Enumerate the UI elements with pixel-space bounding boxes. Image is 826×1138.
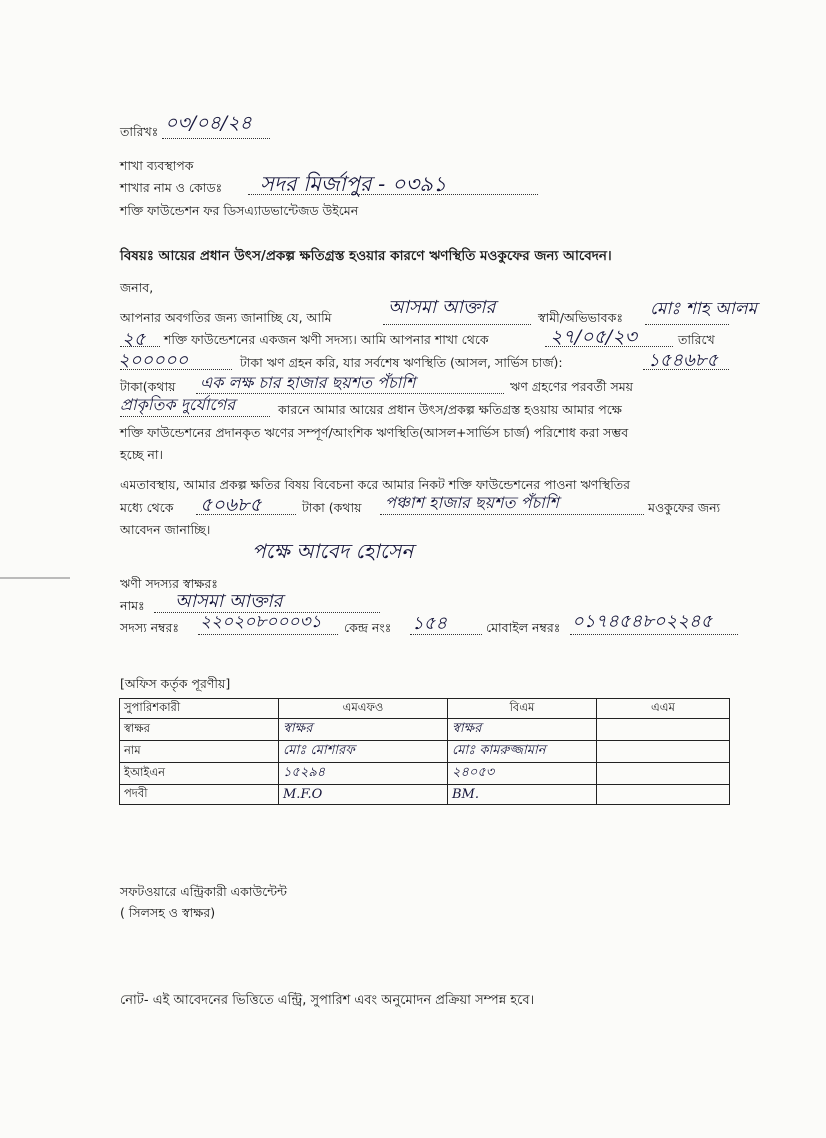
office-heading: [অফিস কর্তৃক পূরণীয়] — [120, 676, 231, 691]
loan-amount-value: ২০০০০০ — [118, 350, 189, 371]
para2-text-2: মধ্যে থেকে — [120, 500, 174, 515]
para2-text-5: আবেদন জানাচ্ছি। — [120, 522, 211, 537]
organization-name: শক্তি ফাউন্ডেশন ফর ডিসএ্যাডভান্টেজড উইমেন — [120, 203, 359, 218]
para1-text-2: স্বামী/অভিভাবকঃ — [538, 310, 623, 325]
scan-artifact — [0, 577, 70, 579]
accountant-line-1: সফটওয়ারে এন্ট্রিকারী একাউন্টেন্ট — [120, 884, 287, 899]
para2-text-1: এমতাবস্থায়, আমার প্রকল্প ক্ষতির বিষয় বিবেচনা করে আমার নিকট শক্তি ফাউন্ডেশনের পাওনা ঋণস্থিতির — [120, 477, 631, 492]
date-label: তারিখঃ — [120, 124, 159, 139]
bm-signature: স্বাক্ষর — [452, 721, 482, 736]
para1-text-10: হচ্ছে না। — [120, 447, 163, 462]
member-name-line — [383, 324, 531, 325]
member-name-sign-value: আসমা আক্তার — [175, 591, 283, 612]
para1-text-3: শক্তি ফাউন্ডেশনের একজন ঋণী সদস্য। আমি আপনার শাখা থেকে — [164, 332, 489, 347]
para1-text-5: টাকা ঋণ গ্রহন করি, যার সর্বশেষ ঋণস্থিতি (আসল, সার্ভিস চার্জ): — [240, 355, 563, 370]
am-signature — [597, 719, 730, 741]
table-row — [120, 763, 730, 785]
row-label-ein: ইআইএন — [120, 763, 279, 785]
office-table — [119, 698, 730, 805]
waive-words-value: পঞ্চাশ হাজার ছয়শত পঁচাশি — [385, 493, 559, 512]
member-no-label: সদস্য নম্বরঃ — [120, 620, 180, 635]
table-row — [120, 741, 730, 763]
row-label-designation: পদবী — [120, 785, 279, 805]
am-name — [597, 741, 730, 763]
loan-date-value: ২৭/০৫/২৩ — [550, 326, 637, 348]
para1-text-9: শক্তি ফাউন্ডেশনের প্রদানকৃত ঋণের সম্পূর্ণ/আংশিক ঋণস্থিতি(আসল+সার্ভিস চার্জ) পরিশোধ করা সম্ভব — [120, 425, 629, 440]
row-label-name: নাম — [120, 741, 279, 763]
para1-text-8: কারনে আমার আয়ের প্রধান উৎস/প্রকল্প ক্ষতিগ্রস্ত হওয়ায় আমার পক্ষে — [278, 402, 622, 417]
bm-designation: BM. — [452, 787, 479, 802]
table-row — [120, 785, 730, 805]
group-value: ২৫ — [122, 329, 146, 350]
subject-line: বিষয়ঃ আয়ের প্রধান উৎস/প্রকল্প ক্ষতিগ্রস্ত হওয়ার কারণে ঋণস্থিতি মওকুফের জন্য আবেদন। — [120, 248, 612, 264]
mfo-signature: স্বাক্ষর — [283, 721, 313, 736]
accountant-line-2: ( সিলসহ ও স্বাক্ষর) — [120, 905, 216, 920]
para1-text-7: ঋণ গ্রহণের পরবর্তী সময় — [510, 379, 634, 394]
salutation: জনাব, — [120, 280, 154, 295]
guardian-line — [645, 324, 729, 325]
am-ein — [597, 763, 730, 785]
table-row — [120, 719, 730, 741]
center-no-value: ১৫৪ — [412, 613, 448, 634]
center-no-label: কেন্দ্র নংঃ — [344, 620, 392, 635]
waive-amount-value: ৫০৬৮৫ — [200, 494, 262, 516]
para1-text-4: তারিখে — [678, 332, 715, 347]
mfo-designation: M.F.O — [283, 787, 323, 802]
mfo-ein: ১৫২৯৪ — [283, 765, 326, 780]
guardian-value: মোঃ শাহ আলম — [650, 299, 757, 319]
branch-value: সদর মির্জাপুর - ০৩৯১ — [260, 172, 447, 196]
col-mfo: এমএফও — [279, 699, 448, 719]
para2-text-3: টাকা (কথায় — [302, 500, 362, 515]
mobile-value: ০১৭৪৫৪৮০২২৪৫ — [572, 611, 713, 632]
addressee: শাখা ব্যবস্থাপক — [120, 158, 194, 173]
office-table-header — [120, 699, 730, 719]
balance-value: ১৫৪৬৮৫ — [648, 350, 719, 371]
member-no-value: ২২০২০৮০০০৩১ — [200, 612, 322, 632]
member-name-value: আসমা আক্তার — [388, 297, 496, 318]
footer-note: নোট- এই আবেদনের ভিত্তিতে এন্ট্রি, সুপারিশ এবং অনুমোদন প্রক্রিয়া সম্পন্ন হবে। — [120, 993, 535, 1008]
date-value: ০৩/০৪/২৪ — [165, 112, 252, 134]
mfo-name: মোঃ মোশারফ — [283, 743, 355, 758]
branch-label: শাখার নাম ও কোডঃ — [120, 180, 223, 195]
para2-text-4: মওকুফের জন্য — [648, 500, 721, 515]
para1-text-6: টাকা(কথায় — [120, 379, 176, 394]
col-bm: বিএম — [448, 699, 597, 719]
col-am: এএম — [597, 699, 730, 719]
bm-ein: ২৪০৫৩ — [452, 765, 495, 780]
am-designation — [597, 785, 730, 805]
mobile-label: মোবাইল নম্বরঃ — [486, 620, 561, 635]
balance-words-value: এক লক্ষ চার হাজার ছয়শত পঁচাশি — [200, 373, 416, 392]
col-recommender: সুপারিশকারী — [120, 699, 279, 719]
bm-name: মোঃ কামরুজ্জামান — [452, 743, 546, 758]
reason-value: প্রাকৃতিক দুর্যোগের — [120, 395, 236, 414]
member-signature-label: ঋণী সদস্যর স্বাক্ষরঃ — [120, 576, 218, 591]
para1-text-1: আপনার অবগতির জন্য জানাচ্ছি যে, আমি — [120, 310, 332, 325]
on-behalf-note: পক্ষে আবেদ হোসেন — [252, 539, 414, 563]
member-name-label: নামঃ — [120, 598, 145, 613]
row-label-signature: স্বাক্ষর — [120, 719, 279, 741]
